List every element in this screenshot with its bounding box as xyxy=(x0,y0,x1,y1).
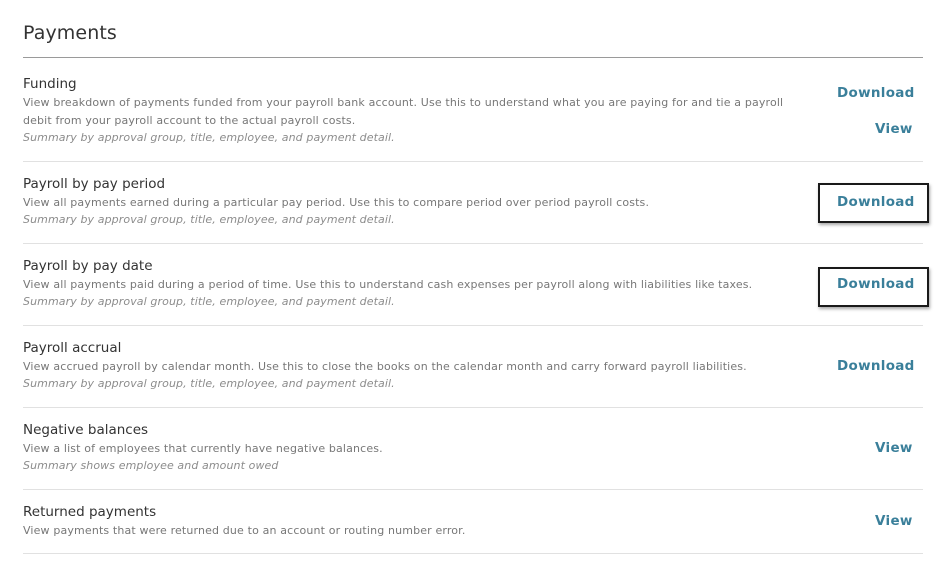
row-divider xyxy=(23,407,923,408)
report-summary-payroll-accrual: Summary by approval group, title, employee, and payment detail. xyxy=(23,377,395,390)
report-summary-payroll-by-pay-date: Summary by approval group, title, employee, and payment detail. xyxy=(23,295,395,308)
report-title-payroll-by-pay-period: Payroll by pay period xyxy=(23,176,166,192)
funding-view-link[interactable]: View xyxy=(875,121,913,137)
payroll-accrual-download-link[interactable]: Download xyxy=(837,358,915,374)
returned-payments-view-link[interactable]: View xyxy=(875,513,913,529)
report-description-returned-payments: View payments that were returned due to an account or routing number error. xyxy=(23,524,466,537)
report-description-payroll-accrual: View accrued payroll by calendar month. Use this to close the books on the calendar month and carry forward payroll liabilities. xyxy=(23,360,747,373)
report-title-negative-balances: Negative balances xyxy=(23,422,149,438)
report-title-payroll-accrual: Payroll accrual xyxy=(23,340,122,356)
row-divider xyxy=(23,325,923,326)
report-summary-payroll-by-pay-period: Summary by approval group, title, employee, and payment detail. xyxy=(23,213,395,226)
report-description-payroll-by-pay-period: View all payments earned during a particular pay period. Use this to compare period over period payroll costs. xyxy=(23,196,650,209)
funding-download-link[interactable]: Download xyxy=(837,85,915,101)
payroll-by-pay-date-download-link[interactable]: Download xyxy=(837,276,915,292)
row-divider xyxy=(23,161,923,162)
title-divider xyxy=(23,57,923,58)
row-divider xyxy=(23,489,923,490)
report-title-returned-payments: Returned payments xyxy=(23,504,157,520)
row-divider xyxy=(23,553,923,554)
report-summary-negative-balances: Summary shows employee and amount owed xyxy=(23,459,279,472)
report-title-funding: Funding xyxy=(23,76,77,92)
report-description-negative-balances: View a list of employees that currently have negative balances. xyxy=(23,442,383,455)
payroll-by-pay-period-download-link[interactable]: Download xyxy=(837,194,915,210)
report-description-funding: View breakdown of payments funded from your payroll bank account. Use this to understand what you are paying for and tie a payroll debit from your payroll account to the actual payroll costs. xyxy=(23,96,784,127)
report-description-payroll-by-pay-date: View all payments paid during a period of time. Use this to understand cash expenses per payroll along with liabilities like taxes. xyxy=(23,278,753,291)
section-title: Payments xyxy=(23,22,117,44)
negative-balances-view-link[interactable]: View xyxy=(875,440,913,456)
report-title-payroll-by-pay-date: Payroll by pay date xyxy=(23,258,153,274)
row-divider xyxy=(23,243,923,244)
report-summary-funding: Summary by approval group, title, employee, and payment detail. xyxy=(23,131,395,144)
